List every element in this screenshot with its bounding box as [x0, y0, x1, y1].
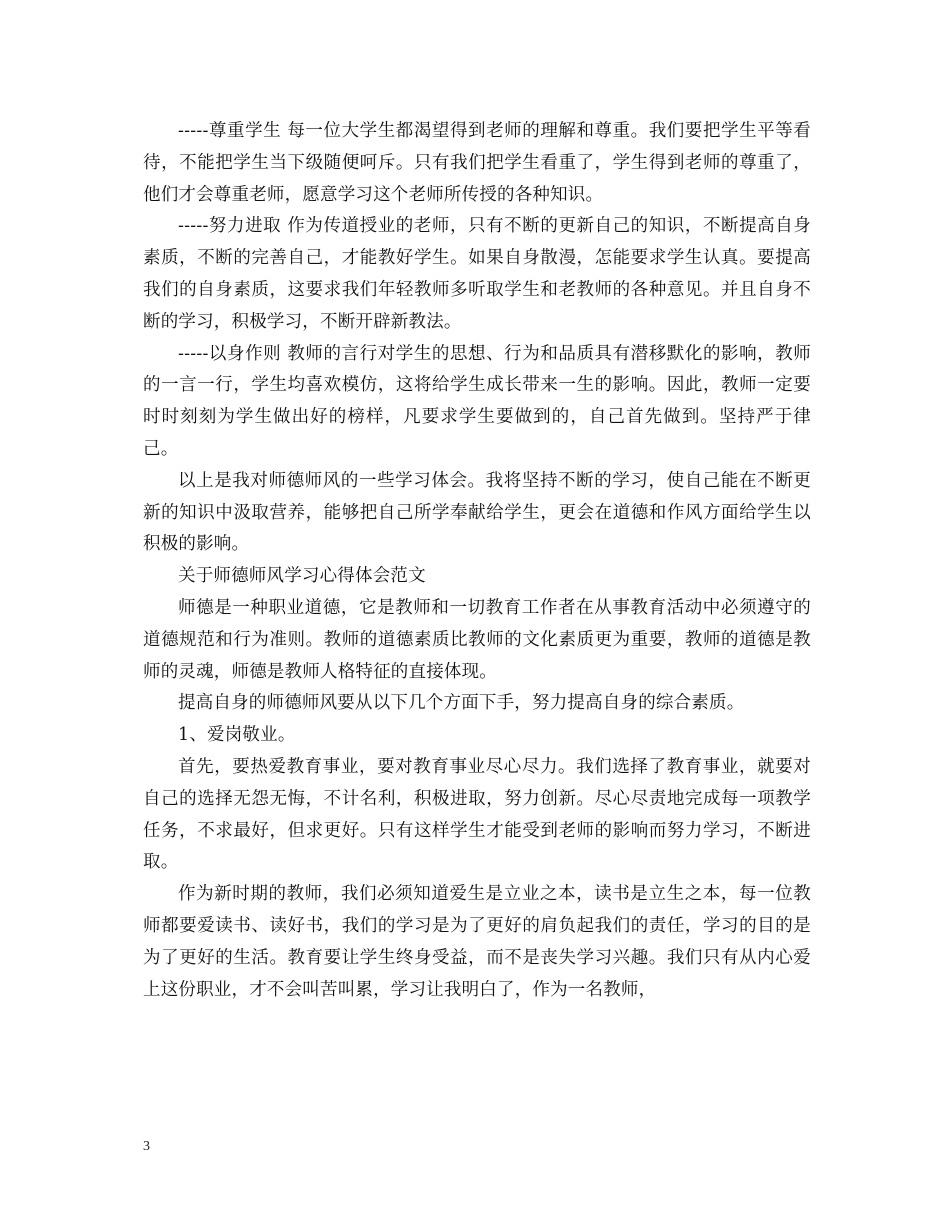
paragraph-new-era-teacher: 作为新时期的教师，我们必须知道爱生是立业之本，读书是立生之本，每一位教师都要爱读书、读好书，我们的学习是为了更好的肩负起我们的责任，学习的目的是为了更好的生活。教育要让学生终身受益，而不是丧失学习兴趣。我们只有从内心爱上这份职业，才不会叫苦叫累，学习让我明白了，作为一名教师， — [143, 884, 811, 1000]
paragraph-teacher-ethics-definition: 师德是一种职业道德，它是教师和一切教育工作者在从事教育活动中必须遵守的道德规范和行为准则。教师的道德素质比教师的文化素质更为重要，教师的道德是教师的灵魂，师德是教师人格特征的直接体现。 — [143, 597, 811, 682]
section-heading: 关于师德师风学习心得体会范文 — [178, 566, 426, 587]
page-number: 3 — [143, 1139, 150, 1154]
document-body — [143, 116, 811, 1006]
list-item-heading: 1、爱岗敬业。 — [178, 725, 296, 746]
paragraph-improvement-intro: 提高自身的师德师风要从以下几个方面下手，努力提高自身的综合素质。 — [178, 693, 745, 714]
paragraph-lead-by-example: -----以身作则 教师的言行对学生的思想、行为和品质具有潜移默化的影响，教师的一言一行，学生均喜欢模仿，这将给学生成长带来一生的影响。因此，教师一定要时时刻刻为学生做出好的榜样，凡要求学生要做到的，自己首先做到。坚持严于律己。 — [143, 343, 811, 459]
paragraph-summary: 以上是我对师德师风的一些学习体会。我将坚持不断的学习，使自己能在不断更新的知识中汲取营养，能够把自己所学奉献给学生，更会在道德和作风方面给学生以积极的影响。 — [143, 470, 811, 555]
paragraph-love-education: 首先，要热爱教育事业，要对教育事业尽心尽力。我们选择了教育事业，就要对自己的选择无怨无悔，不计名利，积极进取，努力创新。尽心尽责地完成每一项教学任务，不求最好，但求更好。只有这样学生才能受到老师的影响而努力学习，不断进取。 — [143, 756, 811, 873]
paragraph-strive-progress: -----努力进取 作为传道授业的老师，只有不断的更新自己的知识，不断提高自身素质，不断的完善自己，才能教好学生。如果自身散漫，怎能要求学生认真。要提高我们的自身素质，这要求我们年轻教师多听取学生和老教师的各种意见。并且自身不断的学习，积极学习，不断开辟新教法。 — [143, 216, 811, 332]
paragraph-respect-students: -----尊重学生 每一位大学生都渴望得到老师的理解和尊重。我们要把学生平等看待，不能把学生当下级随便呵斥。只有我们把学生看重了，学生得到老师的尊重了，他们才会尊重老师，愿意学习这个老师所传授的各种知识。 — [143, 121, 811, 205]
